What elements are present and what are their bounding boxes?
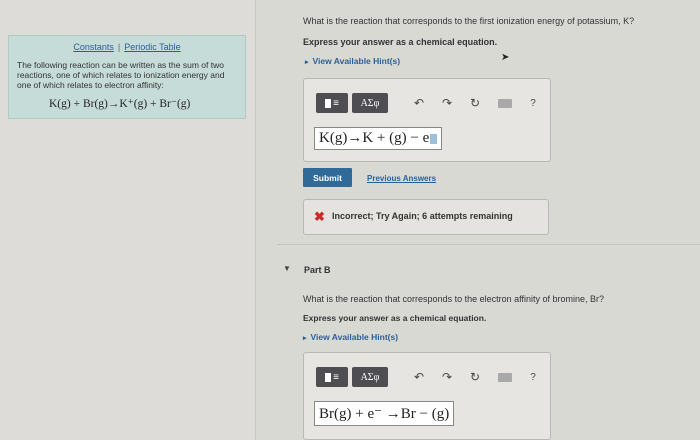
undo-icon[interactable]: ↶ — [413, 96, 425, 110]
symbols-button[interactable]: ΑΣφ — [352, 93, 388, 113]
text-cursor — [430, 134, 437, 144]
part-b-answer-box — [303, 352, 551, 440]
help-icon[interactable]: ? — [530, 371, 536, 383]
part-b-answer-text: Br(g) + e⁻ →Br − (g) — [319, 406, 450, 422]
help-icon[interactable]: ? — [530, 97, 536, 109]
keyboard-icon[interactable] — [498, 99, 512, 108]
section-divider — [277, 244, 700, 245]
part-b-instruction: Express your answer as a chemical equation. — [303, 313, 487, 323]
templates-button[interactable]: ≡ — [316, 367, 348, 387]
previous-answers-link[interactable]: Previous Answers — [367, 174, 437, 183]
part-a-toolbar — [316, 93, 542, 113]
part-a-instruction: Express your answer as a chemical equation. — [303, 37, 498, 47]
link-separator: | — [117, 42, 121, 52]
redo-icon[interactable]: ↷ — [441, 96, 453, 110]
reference-links — [9, 42, 245, 52]
hint-caret-icon: ▸ — [305, 59, 309, 66]
undo-icon[interactable]: ↶ — [413, 370, 425, 384]
main-content — [256, 0, 700, 440]
feedback-text: Incorrect; Try Again; 6 attempts remaining — [332, 211, 513, 221]
overall-reaction: K(g) + Br(g)→K⁺(g) + Br⁻(g) — [49, 98, 191, 110]
hint-label: View Available Hint(s) — [312, 56, 401, 66]
reset-icon[interactable]: ↻ — [469, 96, 481, 110]
part-b-title[interactable]: Part B — [304, 265, 331, 275]
part-b-answer-input[interactable] — [314, 401, 454, 426]
left-panel — [0, 0, 256, 440]
feedback-box — [303, 199, 549, 235]
info-box — [8, 35, 246, 119]
mouse-cursor-icon: ➤ — [501, 52, 510, 63]
part-a-hint-toggle[interactable] — [305, 56, 400, 66]
redo-icon[interactable]: ↷ — [441, 370, 453, 384]
problem-description: The following reaction can be written as the sum of two reactions, one of which relates to ionization energy and one of which relates to electron affinity: — [17, 60, 225, 90]
collapse-caret-icon[interactable]: ▼ — [283, 264, 291, 273]
periodic-table-link[interactable]: Periodic Table — [124, 42, 181, 52]
templates-button[interactable]: ≡ — [316, 93, 348, 113]
part-a-answer-input[interactable] — [314, 127, 442, 150]
part-b-hint-toggle[interactable] — [303, 332, 398, 342]
reset-icon[interactable]: ↻ — [469, 370, 481, 384]
part-b-question: What is the reaction that corresponds to the electron affinity of bromine, Br? — [303, 294, 604, 304]
keyboard-icon[interactable] — [498, 373, 512, 382]
part-a-question: What is the reaction that corresponds to the first ionization energy of potassium, K? — [303, 16, 635, 26]
hint-label: View Available Hint(s) — [310, 332, 399, 342]
part-b-toolbar — [316, 367, 542, 387]
part-a-answer-box — [303, 78, 551, 162]
part-a-answer-text: K(g)→K + (g) − e — [319, 130, 430, 146]
submit-button[interactable]: Submit — [303, 168, 352, 187]
hint-caret-icon: ▸ — [303, 335, 307, 342]
constants-link[interactable]: Constants — [73, 42, 114, 52]
incorrect-icon: ✖ — [314, 209, 325, 224]
symbols-button[interactable]: ΑΣφ — [352, 367, 388, 387]
